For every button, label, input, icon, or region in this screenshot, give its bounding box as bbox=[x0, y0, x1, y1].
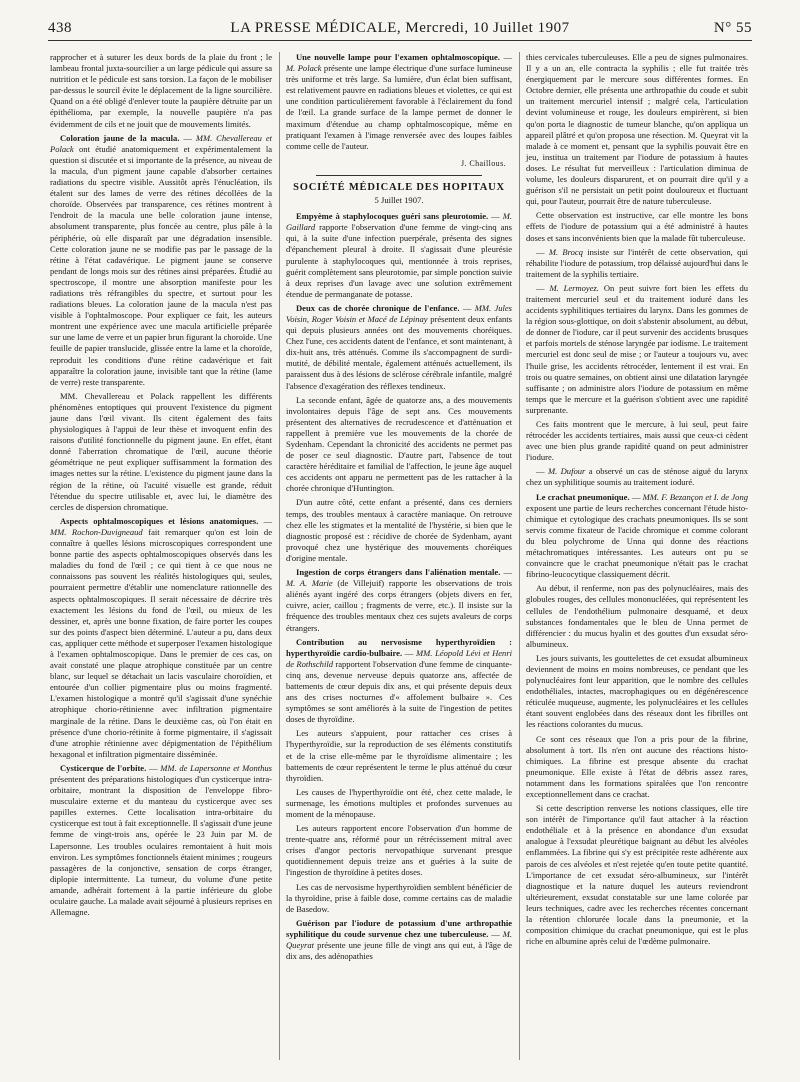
article-text: présente une lampe électrique d'une surface lumineuse très uniforme et très large. Sa lumière, d'un éclat bien suffisant, est relativement pauvre en radiations bleues et violettes, ce qui est une condition particulièrement favorable à l'éclairement du fond de l'œil. La grande surface de la lampe permet de donner le maximum d'étendue au champ ophtalmoscopique, même en pratiquant l'examen à l'image renversée avec des loupes faibles comme celle de l'auteur. bbox=[286, 63, 513, 151]
paragraph: Ces faits montrent que le mercure, à lui seul, peut faire rétrocéder les accidents tertiaires, mais aussi que ceux-ci cèdent avec une bien plus grande rapidité quand on peut administrer l'iodure. bbox=[526, 419, 748, 463]
article-text: a observé un cas de sténose aiguë du larynx chez un syphilitique soumis au traitement ioduré. bbox=[526, 466, 749, 488]
paragraph: Les auteurs s'appuient, pour rattacher ces crises à l'hyperthyroïdie, sur la reproduction de ses éléments constitutifs et de la crise elle-même par le thyroïdisme alimentaire ; les battements de cœur représentent le terme le plus atténué du cœur thyroïdien. bbox=[286, 728, 512, 783]
paragraph: MM. Chevallereau et Polack rappellent les différents phénomènes entoptiques qui prouvent l'existence du pigment jaune dans l'œil vivant. Ils citent également des faits physiologiques à l'appui de leur thèse et invoquent enfin des raisons d'utilité fonctionnelle du pigment jaune. En effet, étant donné l'aberration chromatique de l'œil, aucune théorie géométrique ne peut expliquer suffisamment la formation des images nettes sur la rétine. L'existence du pigment jaune dans la région de la rétine, où l'acuité visuelle est grande, réduit l'étendue du spectre utilisable et, avec lui, le diamètre des cercles de dispersion chromatique. bbox=[50, 390, 272, 512]
discussion-lermoyez: — M. Lermoyez. On peut suivre fort bien les effets du traitement mercuriel seul et du traitement ioduré dans les accidents syphilitiques tertiaires du larynx. Dans les gommes de la région sous-glottique, on doit s'abstenir absolument, au début, de donner de l'iodure, car il peut survenir des accidents brusques et parfois mortels de sténose laryngée par iodisme. Le traitement mercuriel est donc seul de mise ; or l'auteur a toujours vu, avec l'huile grise, les accidents rétrocéder, lentement il est vrai. En trois ou quatre semaines, on obtient ainsi une dilatation laryngée suffisante ; on administre alors l'iodure de potassium en même temps que le mercure et la guérison s'obtient avec une rapidité surprenante. bbox=[526, 282, 748, 415]
article-text: rapporte l'observation d'une femme de vingt-cinq ans qui, à la suite d'une infection puerpérale, présenta des signes d'épanchement pleural à droite. Il s'agissait d'une pleurésie purulente à staphylocoques qui, mentionnée à trois reprises, guérit complètement sans pleurotomie, par simple ponction suivie à deux reprises d'un lavage avec une solution extrêmement étendue de permanganate de potasse. bbox=[286, 222, 513, 299]
paragraph: Si cette description renverse les notions classiques, elle tire son intérêt de l'importance qu'il faut attacher à la réaction endothéliale et à la présence en abondance d'un exsudat analogue à l'exsudat pleurétique baignant au début les alvéoles enflammées. La fibrine qui s'y est précipitée reste adhérente aux parois de ces alvéoles et n'est rejetée qu'en toute petite quantité. L'importance de cet exsudat séro-albumineux, sur l'intérêt diagnostique et la nature duquel les auteurs reviendront ultérieurement, exsudat constatable sur une lame colorée par leurs techniques, cadre avec les recherches récentes concernant la rétention chlorurée locale dans la pneumonie, et la composition chimique du crachat pneumonique, qui est le plus riche en albumine après celui de l'œdème pulmonaire. bbox=[526, 803, 748, 947]
article-aspects-ophtalmoscopiques: Aspects ophtalmoscopiques et lésions anatomiques. — MM. Rochon-Duvigneaud fait remarquer qu'on est loin de connaître à quelles lésions microscopiques correspondent une bonne partie des aspects ophtalmoscopiques observés dans les maladies du fond de l'œil ; ce qui tient à ce que nous ne connaissons pas souvent les réalités histologiques qui, seules, pourraient permettre d'établir une nomenclature rationnelle des aspects ophtalmoscopiques. Il serait nécessaire de décrire très exactement les lésions du fond de l'œil, ou mieux de les dessiner, et, après une bonne fixation, de faire porter les coupes sur des points d'aspect bien déterminé. L'auteur a pu, dans deux cas, appliquer cette méthode et superposer l'examen histologique à l'examen ophtalmoscopique. Dans le premier de ces cas, on avait constaté une plaque atrophique constituée par un centre blanc, sur lequel se détachait un lacis vasculaire choroïdien, et entourée d'un collier pigmentaire plus ou moins fragmenté. L'examen histologique a montré qu'il s'agissait d'une synéchie atrophique chorio-rétinienne avec infiltration pigmentaire marginale de la rétine. Dans le deuxième cas, où l'on était en présence d'une chorio-rétinite à forme pigmentaire, il s'agissait d'une atrophie rétinienne avec dépigmentation de l'épithélium hexagonal et infiltration pigmentaire disséminée. bbox=[50, 515, 272, 759]
article-nervosisme: Contribution au nervosisme hyperthyroïdien : hyperthyroïdie cardio-bulbaire. — MM. Léopold Lévi et Henri de Rothschild rapportent l'observation d'une femme de cinquante-cinq ans, devenue nerveuse depuis quatorze ans, affectée de battements de cœur depuis dix ans, et qui présente depuis deux ans des crises nocturnes d'« affolement bulbaire ». Ces symptômes se sont améliorés à la suite de l'ingestion de petites doses de thyroïdine. bbox=[286, 636, 513, 725]
article-authors: MM. Léopold Lévi et Henri de Rothschild bbox=[286, 647, 513, 669]
paragraph: D'un autre côté, cette enfant a présenté, dans ces derniers temps, des troubles mentaux à caractère maniaque. On retrouve chez elle les stigmates et la mentalité de l'hystérie, si bien que le diagnostic proposé est : récidive de chorée de Sydenham, ayant provoqué chez une hystérique des mouvements choréiques d'origine mentale. bbox=[286, 497, 512, 563]
article-authors: M. Queyrat bbox=[286, 928, 512, 951]
paragraph: Ce sont ces réseaux que l'on a pris pour de la fibrine, absolument à tort. Ils n'en ont aucune des réactions histo-chimiques. La fibrine est presque absente du crachat pneumonique. Elle existe à l'état de débris assez rares, notamment dans les formations spiralées que l'on rencontre exceptionnellement dans ce crachat. bbox=[526, 733, 748, 799]
article-authors: M. Polack bbox=[286, 63, 322, 74]
article-heading: Coloration jaune de la macula. bbox=[60, 132, 180, 143]
article-heading: Ingestion de corps étrangers dans l'aliénation mentale. bbox=[296, 567, 501, 578]
paragraph: La seconde enfant, âgée de quatorze ans, a des mouvements involontaires depuis l'âge de sept ans. Ces mouvements présentent des alternatives de recrudescence et d'atténuation et rappellent à première vue les mouvements de la chorée de Sydenham. Cependant la chronicité des accidents ne permet pas de poser ce seul diagnostic. D'autre part, l'absence de tout caractère héréditaire et familial de l'affection, le jeune âge auquel ces accidents ont apparu ne permettent pas de les rattacher à la chorée chronique d'Huntington. bbox=[286, 394, 512, 494]
article-iodure: Guérison par l'iodure de potassium d'une arthropathie syphilitique du coude survenue chez une tuberculeuse. — M. Queyrat présente une jeune fille de vingt ans qui eut, à l'âge de dix ans, des adénopathies bbox=[286, 917, 512, 962]
article-heading: Contribution au nervosisme hyperthyroïdien : hyperthyroïdie cardio-bulbaire. bbox=[286, 636, 512, 658]
paragraph: Au début, il renferme, non pas des polynucléaires, mais des globules rouges, des cellules mononucléées, qui représentent les cellules de l'endothélium pulmonaire desquamé, et deux substances fondamentales que le bleu de Unna permet de différencier : du mucus hyalin et des gouttes d'un exsudat séro-albumineux. bbox=[526, 583, 748, 649]
article-text: présentent des préparations histologiques d'un cysticerque intra-orbitaire, montrant la disposition de l'enveloppe fibro-musculaire externe et du manteau du cysticerque avec ses papilles externes. Cette localisation intra-orbitaire du cysticerque est tout à fait exceptionnelle. Il s'agissait d'une jeune femme de vingt-trois ans, opérée le 23 Juin par M. de Lapersonne. Les troubles oculaires remontaient à huit mois environ. Les symptômes fonctionnels étaient minimes ; rougeurs passagères de la conjonctive, sensation de corps étranger, diplopie intermittente. La tumeur, du volume d'une petite amande, adhérait fortement à la partie inférieure du globe oculaire gauche. La malade avait séjourné à plusieurs reprises en Allemagne. bbox=[50, 774, 272, 918]
section-title: SOCIÉTÉ MÉDICALE DES HOPITAUX bbox=[293, 181, 505, 193]
article-text: présentent deux enfants qui depuis plusieurs années ont des mouvements choréiques. Chez l'une, ces accidents datent de l'enfance, et sont maintenant, à dix-huit ans, très atténués. Comme ils s'accompagnent de surdi-mutité, de débilité mentale, également atténués actuellement, ils paraissent dus à des lésions de sclérose cérébrale infantile, malgré l'absence d'exagération des réflexes tendineux. bbox=[286, 313, 512, 391]
article-choree: Deux cas de chorée chronique de l'enfance. — MM. Jules Voisin, Roger Voisin et Macé de Lépinay présentent deux enfants qui depuis plusieurs années ont des mouvements choréiques. Chez l'une, ces accidents datent de l'enfance, et sont maintenant, à dix-huit ans, très atténués. Comme ils s'accompagnent de surdi-mutité, de débilité mentale, également atténués actuellement, ils paraissent dus à des lésions de sclérose cérébrale infantile, malgré l'absence d'exagération des réflexes tendineux. bbox=[286, 302, 513, 391]
page-header bbox=[48, 18, 752, 41]
article-authors: MM. Jules Voisin, Roger Voisin et Macé de Lépinay bbox=[286, 302, 513, 324]
article-authors: MM. F. Bezançon et I. de Jong bbox=[642, 491, 748, 502]
article-heading: Deux cas de chorée chronique de l'enfance. bbox=[296, 302, 460, 313]
column-1 bbox=[50, 52, 272, 921]
journal-title: LA PRESSE MÉDICALE, Mercredi, 10 Juillet 1907 bbox=[230, 20, 570, 36]
article-authors: MM. Chevallereau et Polack bbox=[50, 132, 273, 154]
section-rule bbox=[316, 175, 482, 176]
issue-number: N° 55 bbox=[713, 20, 752, 36]
paragraph: Cette observation est instructive, car elle montre les bons effets de l'iodure de potassium qui a été administré à hautes doses et sans inconvénients bien que la malade fût tuberculeuse. bbox=[526, 210, 748, 243]
discussion-brocq: — M. Brocq insiste sur l'intérêt de cette observation, qui réhabilite l'iodure de potassium, trop délaissé aujourd'hui dans le traitement de la syphilis tertiaire. bbox=[526, 246, 749, 279]
article-lampe: Une nouvelle lampe pour l'examen ophtalmoscopique. — M. Polack présente une lampe électrique d'une surface lumineuse très uniforme et très large. Sa lumière, d'un éclat bien suffisant, est relativement pauvre en radiations bleues et violettes, ce qui est une condition particulièrement favorable à l'éclairement du fond de l'œil. La grande surface de la lampe permet de donner le maximum d'étendue au champ ophtalmoscopique, même en pratiquant l'examen à l'image renversée avec des loupes faibles comme celle de l'auteur. bbox=[286, 52, 513, 151]
article-heading: Une nouvelle lampe pour l'examen ophtalmoscopique. bbox=[296, 52, 500, 62]
author-signature: J. Chaillous. bbox=[461, 158, 506, 168]
article-text: ont étudié anatomiquement et expérimentalement la question si discutée et si importante de la présence, au niveau de la macula, d'un pigment jaune capable d'absorber certaines radiations du spectre visible. Aussitôt après l'énucléation, ils étalent sur des lames de verre des rétines décollées de la choroïde. Observées par transparence, ces rétines montrent à l'endroit de la macula une belle coloration jaune intense, absolument transparente, plus foncée au centre, plus pâle à la périphérie, où elle disparaît par une dégradation insensible. Cette coloration jaune ne se modifie pas par le passage de la rétine à l'état cadavérique. Le pigment jaune se conserve pendant de longs mois sur des rétines ainsi préparées. Étudié au spectroscope, il montre une absorption manifeste pour les radiations très réfrangibles du spectre, et surtout pour les radiations bleues. La coloration jaune de la macula n'est pas visible à l'ophtalmoscope. Pour expliquer ce fait, les auteurs montrent une expérience avec une macula artificielle préparée sur une lame de verre et un papier brun figurant la choroïde. Une feuille de papier translucide, glissée entre la lame et la choroïde, reproduit les conditions d'une rétine cadavérique et fait apparaître la coloration jaune, invisible tant que la rétine (lame de verre) reste transparente. bbox=[50, 143, 272, 387]
article-authors: M. Brocq bbox=[548, 246, 583, 257]
article-authors: MM. Rochon-Duvigneaud bbox=[50, 526, 143, 537]
article-text: fait remarquer qu'on est loin de connaître à quelles lésions microscopiques correspondent une bonne partie des aspects ophtalmoscopiques observés dans les maladies du fond de l'œil ; ce qui tient à ce que nous ne connaissons pas souvent les réalités histologiques qui, seules, pourraient permettre d'établir une nomenclature rationnelle des aspects ophtalmoscopiques. Il serait nécessaire de décrire très exactement les lésions du fond de l'œil, ou mieux de les dessiner, et, après une bonne fixation, de faire porter les coupes sur des points d'aspect bien déterminé. L'auteur a pu, dans deux cas, appliquer cette méthode et superposer l'examen histologique à l'examen ophtalmoscopique. Dans le premier de ces cas, on avait constaté une plaque atrophique constituée par un centre blanc, sur lequel se détachait un lacis vasculaire choroïdien, et entourée d'un collier pigmentaire plus ou moins fragmenté. L'examen histologique a montré qu'il s'agissait d'une synéchie atrophique chorio-rétinienne avec infiltration pigmentaire marginale de la rétine. Dans le deuxième cas, où l'on était en présence d'une chorio-rétinite à forme pigmentaire, il s'agissait d'une atrophie rétinienne avec dépigmentation de l'épithélium hexagonal et infiltration pigmentaire disséminée. bbox=[50, 526, 272, 759]
article-text: rapportent l'observation d'une femme de cinquante-cinq ans, devenue nerveuse depuis quatorze ans, affectée de battements de cœur depuis dix ans, et qui présente depuis deux ans des crises nocturnes d'« affolement bulbaire ». Ces symptômes se sont améliorés à la suite de l'ingestion de petites doses de thyroïdine. bbox=[286, 658, 513, 725]
column-divider bbox=[519, 52, 520, 1060]
paragraph: Les cas de nervosisme hyperthyroïdien semblent bénéficier de la thyroïdine, prise à faible dose, comme certains cas de maladie de Basedow. bbox=[286, 881, 512, 914]
article-text: exposent une partie de leurs recherches concernant l'étude histo-chimique et cytologique des crachats pneumoniques. Ils se sont servis comme fixateur de l'acide chromique et comme colorant du bleu polychrome de Unna qui donne des réactions métachromatiques intéressantes. Les auteurs ont pu se convaincre que le crachat pneumonique n'était pas le crachat fibrino-leucocytique classiquement décrit. bbox=[526, 502, 748, 580]
article-authors: M. Dufour bbox=[547, 466, 586, 477]
page-number: 438 bbox=[48, 20, 72, 36]
discussion-dufour: — M. Dufour a observé un cas de sténose aiguë du larynx chez un syphilitique soumis au traitement ioduré. bbox=[526, 466, 749, 488]
article-authors: MM. de Lapersonne et Monthus bbox=[160, 762, 273, 773]
article-heading: Empyème à staphylocoques guéri sans pleurotomie. bbox=[296, 211, 489, 222]
article-heading: Aspects ophtalmoscopiques et lésions anatomiques. bbox=[60, 515, 259, 526]
paragraph: Les causes de l'hyperthyroïdie ont été, chez cette malade, le surmenage, les émotions multiples et profondes survenues au moment de la ménopause. bbox=[286, 786, 512, 819]
article-authors: M. Gaillard bbox=[286, 211, 512, 233]
paragraph: Les jours suivants, les gouttelettes de cet exsudat albumineux deviennent de moins en moins nombreuses, ce pendant que les polynucléaires font leur apparition, que le nombre des cellules endothéliales, intactes, macrophagiques ou en dégénérescence réticulée muqueuse, augmente, les polynucléaires et les cellules étant souvent englobées dans des réseaux dont les fibrilles ont les réactions colorantes du mucus. bbox=[526, 652, 748, 730]
article-empyeme: Empyème à staphylocoques guéri sans pleurotomie. — M. Gaillard rapporte l'observation d'une femme de vingt-cinq ans qui, à la suite d'une infection puerpérale, présenta des signes d'épanchement pleural à droite. Il s'agissait d'une pleurésie purulente à staphylocoques qui, mentionnée à trois reprises, guérit complètement sans pleurotomie, par simple ponction suivie à deux reprises d'un lavage avec une solution extrêmement étendue de permanganate de potasse. bbox=[286, 211, 513, 299]
article-coloration-jaune: Coloration jaune de la macula. — MM. Chevallereau et Polack ont étudié anatomiquement et expérimentalement la question si discutée et si importante de la présence, au niveau de la macula, d'un pigment jaune capable d'absorber certaines radiations du spectre visible. Aussitôt après l'énucléation, ils étalent sur des lames de verre des rétines décollées de la choroïde. Observées par transparence, ces rétines montrent à l'endroit de la macula une belle coloration jaune intense, absolument transparente, plus foncée au centre, plus pâle à la périphérie, où elle disparaît par une dégradation insensible. Cette coloration jaune ne se modifie pas par le passage de la rétine à l'état cadavérique. Le pigment jaune se conserve pendant de longs mois sur des rétines ainsi préparées. Étudié au spectroscope, il montre une absorption manifeste pour les radiations très réfrangibles du spectre, et surtout pour les radiations bleues. La coloration jaune de la macula n'est pas visible à l'ophtalmoscope. Pour expliquer ce fait, les auteurs montrent une expérience avec une macula artificielle préparée sur une lame de verre et un papier brun figurant la choroïde. Une feuille de papier translucide, glissée entre la lame et la choroïde, reproduit les conditions d'une rétine cadavérique et fait apparaître la coloration jaune, invisible tant que la rétine (lame de verre) reste transparente. bbox=[50, 132, 273, 387]
article-heading: Guérison par l'iodure de potassium d'une arthropathie syphilitique du coude survenue chez une tuberculeuse. bbox=[286, 917, 512, 939]
article-heading: Le crachat pneumonique. bbox=[536, 491, 630, 502]
article-text: insiste sur l'intérêt de cette observation, qui réhabilite l'iodure de potassium, trop délaissé aujourd'hui dans le traitement de la syphilis tertiaire. bbox=[526, 246, 749, 279]
section-date: 5 Juillet 1907. bbox=[374, 195, 424, 206]
column-3 bbox=[526, 52, 748, 950]
paragraph: Les auteurs rapportent encore l'observation d'un homme de trente-quatre ans, réformé pour un rétrécissement mitral avec crises d'angor pectoris nervopathique survenant presque quotidiennement depuis treize ans et guéries à la suite de l'ingestion de thyroïdine à petites doses. bbox=[286, 823, 512, 878]
article-heading: Cysticerque de l'orbite. bbox=[60, 762, 147, 773]
column-2 bbox=[286, 52, 512, 965]
article-text: On peut suivre fort bien les effets du traitement mercuriel seul et du traitement ioduré dans les accidents syphilitiques tertiaires du larynx. Dans les gommes de la région sous-glottique, on doit s'abstenir absolument, au début, de donner de l'iodure, car il peut survenir des accidents brusques et parfois mortels de sténose laryngée par iodisme. Le traitement mercuriel est donc seul de mise ; or l'auteur a toujours vu, avec l'huile grise, les accidents rétrocéder, lentement il est vrai. En trois ou quatre semaines, on obtient ainsi une dilatation laryngée suffisante ; on administre alors l'iodure de potassium en même temps que le mercure et la guérison s'obtient avec une rapidité surprenante. bbox=[526, 282, 748, 415]
article-authors: M. A. Marie bbox=[286, 578, 333, 589]
article-corps-etrangers: Ingestion de corps étrangers dans l'aliénation mentale. — M. A. Marie (de Villejuif) rapporte les observations de trois aliénés ayant ingéré des corps étrangers (objets divers en fer, cuivre, acier, caillou ; fragments de verre, etc.). Il insiste sur la fréquence des troubles mentaux chez ces sujets avaleurs de corps étrangers. bbox=[286, 567, 513, 633]
paragraph: thies cervicales tuberculeuses. Elle a peu de signes pulmonaires. Il y a un an, elle contracta la syphilis ; elle fut traitée très énergiquement par le mercure sous différentes formes. En Octobre dernier, elle présenta une arthropathie du coude et subit un traitement mercuriel intensif ; malgré cela, l'articulation devint volumineuse et rouge, les douleurs empirèrent, si bien qu'on porta le diagnostic de tumeur blanche, qu'on appliqua un appareil plâtré et qu'on proposa une résection. M. Queyrat vit la malade à ce moment et, pensant que la syphilis pouvait être en jeu, institua un traitement par l'iodure de potassium à hautes doses. Le résultat fut merveilleux : l'articulation diminua de volume, les douleurs disparurent, et on pourrait dire qu'il y a guérison s'il ne persistait un petit point douloureux et fluctuant qui, pour l'auteur, pourrait être de nature tuberculeuse. bbox=[526, 52, 748, 207]
paragraph: rapprocher et à suturer les deux bords de la plaie du front ; le lambeau frontal juxta-sourcilier a un large pédicule qui assure sa nutrition et le pédicule est sans torsion. La façon de le mobiliser par-dessus le sourcil évite le déplacement de la ligne sourcilière. Quand on a été obligé d'enlever toute la paupière détruite par un épithélioma, par exemple, la nouvelle paupière n'a pas évidemment de cils et ne jouit que de mouvements limités. bbox=[50, 52, 272, 129]
article-text: (de Villejuif) rapporte les observations de trois aliénés ayant ingéré des corps étrangers (objets divers en fer, cuivre, acier, caillou ; fragments de verre, etc.). Il insiste sur la fréquence des troubles mentaux chez ces sujets avaleurs de corps étrangers. bbox=[286, 578, 512, 633]
article-text: présente une jeune fille de vingt ans qui eut, à l'âge de dix ans, des adénopathies bbox=[286, 940, 512, 962]
article-authors: M. Lermoyez. bbox=[549, 282, 599, 293]
column-divider bbox=[279, 52, 280, 1060]
article-crachat: Le crachat pneumonique. — MM. F. Bezançon et I. de Jong exposent une partie de leurs recherches concernant l'étude histo-chimique et cytologique des crachats pneumoniques. Ils se sont servis comme fixateur de l'acide chromique et comme colorant du bleu polychrome de Unna qui donne des réactions métachromatiques intéressantes. Les auteurs ont pu se convaincre que le crachat pneumonique n'était pas le crachat fibrino-leucocytique classiquement décrit. bbox=[526, 491, 748, 580]
article-cysticerque: Cysticerque de l'orbite. — MM. de Lapersonne et Monthus présentent des préparations histologiques d'un cysticerque intra-orbitaire, montrant la disposition de l'enveloppe fibro-musculaire externe et du manteau du cysticerque avec ses papilles externes. Cette localisation intra-orbitaire du cysticerque est tout à fait exceptionnelle. Il s'agissait d'une jeune femme de vingt-trois ans, opérée le 23 Juin par M. de Lapersonne. Les troubles oculaires remontaient à huit mois environ. Les symptômes fonctionnels étaient minimes ; rougeurs passagères de la conjonctive, sensation de corps étranger, diplopie intermittente. La tumeur, du volume d'une petite amande, adhérait fortement à la partie inférieure du globe oculaire gauche. La malade avait séjourné à plusieurs reprises en Allemagne. bbox=[50, 762, 273, 918]
